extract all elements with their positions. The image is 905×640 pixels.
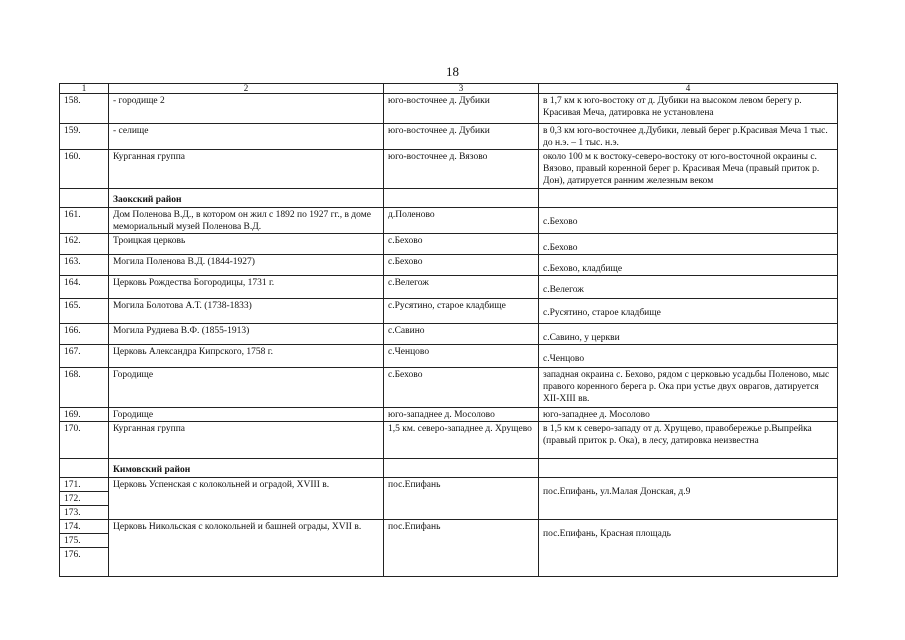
location-cell <box>384 189 539 208</box>
object-location: д.Поленово <box>388 210 435 220</box>
address-cell <box>539 124 838 150</box>
column-header-4: 4 <box>539 84 838 94</box>
row-number: 176. <box>60 548 109 577</box>
page-number: 18 <box>446 64 459 79</box>
row-number: 165. <box>60 299 109 324</box>
object-name: Могила Поленова В.Д. (1844-1927) <box>109 255 384 276</box>
row-number: 172. <box>60 492 109 506</box>
table-row <box>60 520 838 534</box>
table-row <box>60 276 838 299</box>
address-cell <box>539 150 838 189</box>
object-name: - селище <box>109 124 384 150</box>
row-number: 159. <box>60 124 109 150</box>
object-location: с.Бехово <box>388 370 423 380</box>
address-cell <box>539 422 838 459</box>
address-cell <box>539 368 838 408</box>
section-title: Кимовский район <box>109 459 384 478</box>
address-cell <box>539 234 838 255</box>
row-number: 158. <box>60 94 109 124</box>
object-address: около 100 м к востоку-северо-востоку от юго-восточной окраины с. Вязово, правый коренной берег р. Красивая Меча (правый приток р. Дон), датируется ранним железным веком <box>543 152 820 186</box>
column-number-row <box>60 84 838 94</box>
table-row <box>60 299 838 324</box>
object-location: с.Велегож <box>388 278 429 288</box>
address-cell <box>539 345 838 368</box>
object-address: с.Бехово <box>543 243 578 253</box>
object-location: юго-восточнее д. Дубики <box>388 96 490 106</box>
table-row <box>60 422 838 459</box>
location-cell <box>384 208 539 234</box>
object-name: Церковь Успенская с колокольней и оградой, XVIII в. <box>109 478 384 520</box>
column-header-1: 1 <box>60 84 109 94</box>
table-row <box>60 478 838 492</box>
table-row <box>60 94 838 124</box>
heritage-registry-table <box>59 83 838 577</box>
object-name: Дом Поленова В.Д., в котором он жил с 1892 по 1927 гг., в доме мемориальный музей Поленова В.Д. <box>109 208 384 234</box>
address-cell <box>539 478 838 520</box>
address-cell <box>539 208 838 234</box>
row-number-cell <box>60 459 109 478</box>
section-row <box>60 189 838 208</box>
location-cell <box>384 94 539 124</box>
table-row <box>60 208 838 234</box>
location-cell <box>384 422 539 459</box>
object-name: Церковь Никольская с колокольней и башней ограды, XVII в. <box>109 520 384 577</box>
address-cell <box>539 520 838 577</box>
object-address: с.Савино, у церкви <box>543 333 620 343</box>
object-address: в 1,5 км к северо-западу от д. Хрущево, правобережье р.Выпрейка (правый приток р. Ока), в лесу, датировка неизвестна <box>543 424 812 446</box>
object-name: Троицкая церковь <box>109 234 384 255</box>
object-name: Церковь Александра Кипрского, 1758 г. <box>109 345 384 368</box>
row-number: 168. <box>60 368 109 408</box>
location-cell <box>384 276 539 299</box>
object-address: с.Ченцово <box>543 354 585 364</box>
section-row <box>60 459 838 478</box>
object-address: пос.Епифань, ул.Малая Донская, д.9 <box>543 487 691 497</box>
table-row <box>60 124 838 150</box>
object-name: Курганная группа <box>109 150 384 189</box>
object-location: юго-восточнее д. Дубики <box>388 126 490 136</box>
row-number: 161. <box>60 208 109 234</box>
object-name: - городище 2 <box>109 94 384 124</box>
row-number: 173. <box>60 506 109 520</box>
object-location: пос.Епифань <box>388 480 441 490</box>
object-name: Курганная группа <box>109 422 384 459</box>
table-row <box>60 345 838 368</box>
address-cell <box>539 324 838 345</box>
object-name: Городище <box>109 408 384 422</box>
row-number: 166. <box>60 324 109 345</box>
column-header-3: 3 <box>384 84 539 94</box>
location-cell <box>384 368 539 408</box>
object-location: пос.Епифань <box>388 522 441 532</box>
table-row <box>60 368 838 408</box>
location-cell <box>384 234 539 255</box>
table-row <box>60 408 838 422</box>
row-number: 171. <box>60 478 109 492</box>
address-cell <box>539 189 838 208</box>
row-number: 164. <box>60 276 109 299</box>
object-name: Могила Болотова А.Т. (1738-1833) <box>109 299 384 324</box>
table-row <box>60 150 838 189</box>
location-cell <box>384 324 539 345</box>
object-location: с.Русятино, старое кладбище <box>388 301 506 311</box>
object-address: юго-западнее д. Мосолово <box>543 410 650 420</box>
object-address: с.Бехово <box>543 217 578 227</box>
section-title: Заокский район <box>109 189 384 208</box>
address-cell <box>539 276 838 299</box>
row-number: 169. <box>60 408 109 422</box>
location-cell <box>384 345 539 368</box>
table-row <box>60 234 838 255</box>
object-name: Церковь Рождества Богородицы, 1731 г. <box>109 276 384 299</box>
object-location: с.Бехово <box>388 236 423 246</box>
object-address: в 0,3 км юго-восточнее д.Дубики, левый берег р.Красивая Меча 1 тыс. до н.э. – 1 тыс. н.э. <box>543 126 828 148</box>
address-cell <box>539 459 838 478</box>
object-location: с.Савино <box>388 326 425 336</box>
object-address: с.Бехово, кладбище <box>543 264 623 274</box>
object-name: Городище <box>109 368 384 408</box>
row-number-cell <box>60 189 109 208</box>
row-number: 174. <box>60 520 109 534</box>
location-cell <box>384 299 539 324</box>
address-cell <box>539 255 838 276</box>
object-address: западная окраина с. Бехово, рядом с церковью усадьбы Поленово, мыс правого коренного берега р. Ока при устье двух оврагов, датируется XII-XIII вв. <box>543 370 830 404</box>
object-name: Могила Рудиева В.Ф. (1855-1913) <box>109 324 384 345</box>
location-cell <box>384 408 539 422</box>
location-cell <box>384 520 539 577</box>
object-address: с.Велегож <box>543 285 584 295</box>
object-address: в 1,7 км к юго-востоку от д. Дубики на высоком левом берегу р. Красивая Меча, датировка не установлена <box>543 96 802 118</box>
table-row <box>60 324 838 345</box>
row-number: 162. <box>60 234 109 255</box>
address-cell <box>539 94 838 124</box>
row-number: 160. <box>60 150 109 189</box>
object-location: с.Бехово <box>388 257 423 267</box>
location-cell <box>384 459 539 478</box>
location-cell <box>384 124 539 150</box>
object-location: юго-западнее д. Мосолово <box>388 410 495 420</box>
column-header-2: 2 <box>109 84 384 94</box>
row-number: 167. <box>60 345 109 368</box>
row-number: 163. <box>60 255 109 276</box>
registry-body <box>60 94 838 577</box>
object-address: пос.Епифань, Красная площадь <box>543 529 672 539</box>
object-location: юго-восточнее д. Вязово <box>388 152 488 162</box>
table-row <box>60 255 838 276</box>
location-cell <box>384 150 539 189</box>
row-number: 170. <box>60 422 109 459</box>
location-cell <box>384 478 539 520</box>
object-address: с.Русятино, старое кладбище <box>543 308 661 318</box>
object-location: 1,5 км. северо-западнее д. Хрущево <box>388 424 532 434</box>
row-number: 175. <box>60 534 109 548</box>
address-cell <box>539 408 838 422</box>
object-location: с.Ченцово <box>388 347 430 357</box>
address-cell <box>539 299 838 324</box>
location-cell <box>384 255 539 276</box>
